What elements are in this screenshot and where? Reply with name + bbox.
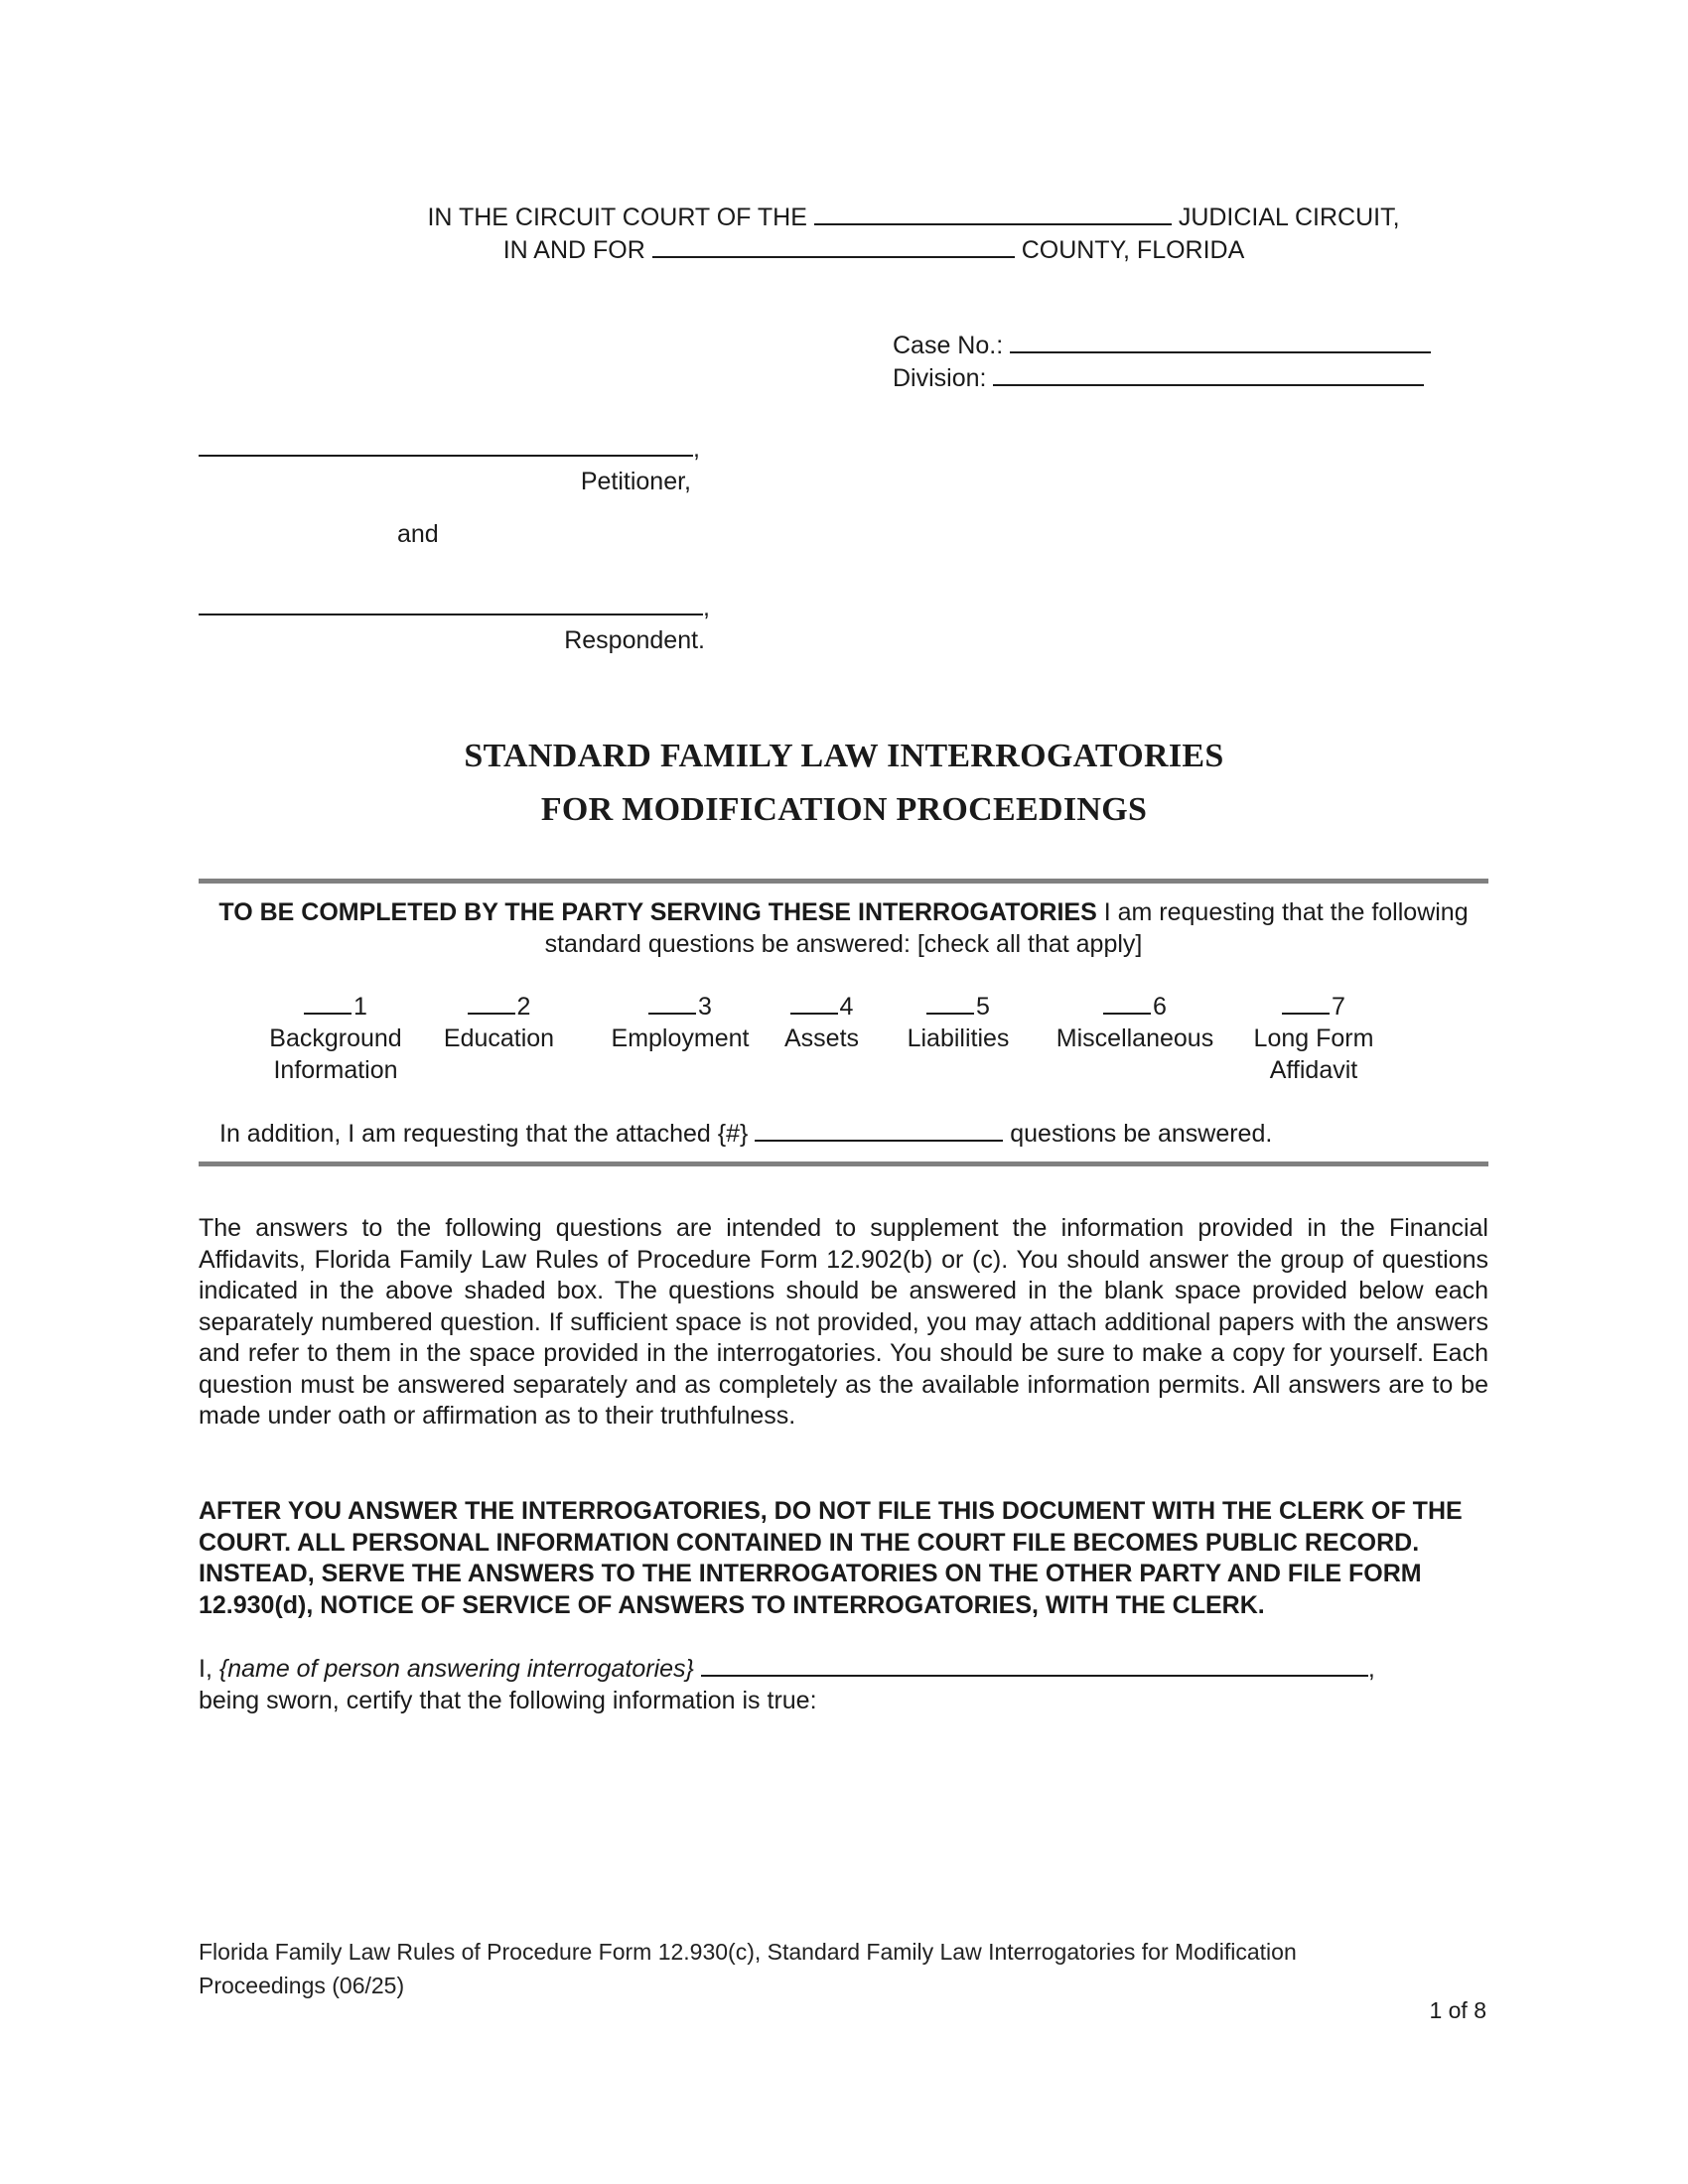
option-7-label-1: Long Form [1253, 1024, 1374, 1052]
petitioner-name-field[interactable] [199, 425, 693, 457]
option-1-label-1: Background [269, 1024, 402, 1052]
option-assets [774, 991, 869, 1054]
additional-suffix: questions be answered. [1010, 1120, 1273, 1148]
respondent-label: Respondent. [564, 626, 705, 654]
petitioner-comma: , [693, 435, 700, 463]
and-text: and [397, 520, 439, 548]
option-7-number: 7 [1332, 993, 1345, 1021]
form-footer [199, 1935, 1297, 2002]
option-miscellaneous [1041, 991, 1229, 1054]
additional-prefix: In addition, I am requesting that the attached {#} [219, 1120, 749, 1148]
option-5-label: Liabilities [907, 1024, 1010, 1052]
oath-certify-text: being sworn, certify that the following information is true: [199, 1687, 817, 1714]
box-top-rule [199, 879, 1488, 884]
option-6-number: 6 [1153, 993, 1167, 1021]
option-long-form-affidavit [1244, 991, 1383, 1086]
option-6-label: Miscellaneous [1055, 1024, 1214, 1052]
oath-name-placeholder: {name of person answering interrogatories} [218, 1655, 694, 1683]
caption-line2-prefix: IN AND FOR [502, 236, 645, 264]
option-6-checkbox[interactable] [1103, 993, 1151, 1015]
option-2-number: 2 [516, 993, 531, 1021]
serving-bold-lead: TO BE COMPLETED BY THE PARTY SERVING THESE INTERROGATORIES [218, 898, 1097, 926]
answering-person-name-field[interactable] [701, 1653, 1368, 1677]
case-no-field[interactable] [1010, 330, 1431, 353]
caption-line1-prefix: IN THE CIRCUIT COURT OF THE [427, 204, 807, 231]
option-2-label: Education [443, 1024, 555, 1052]
county-field[interactable] [652, 234, 1015, 258]
oath-block [199, 1653, 1375, 1716]
footer-line-1: Florida Family Law Rules of Procedure Form 12.930(c), Standard Family Law Interrogatories for Modification [199, 1939, 1297, 1965]
case-no-label: Case No.: [893, 332, 1004, 359]
additional-questions-field[interactable] [755, 1118, 1003, 1142]
respondent-comma: , [703, 594, 710, 621]
title-line-2: FOR MODIFICATION PROCEEDINGS [540, 791, 1148, 828]
option-2-checkbox[interactable] [468, 993, 515, 1015]
option-7-label-2: Affidavit [1269, 1056, 1358, 1084]
respondent-block [199, 584, 715, 655]
serving-instructions [199, 896, 1488, 960]
page-number: 1 of 8 [1429, 1997, 1486, 2023]
case-info [893, 330, 1431, 395]
filing-warning: AFTER YOU ANSWER THE INTERROGATORIES, DO NOT FILE THIS DOCUMENT WITH THE CLERK OF THE COURT. ALL PERSONAL INFORMATION CONTAINED IN THE COURT FILE BECOMES PUBLIC RECORD. INSTEAD, SERVE THE ANSWERS TO THE INTERROGATORIES ON THE OTHER PARTY AND FILE FORM 12.930(d), NOTICE OF SERVICE OF ANSWERS TO INTERROGATORIES, WITH THE CLERK. [199, 1497, 1463, 1619]
judicial-circuit-field[interactable] [814, 202, 1172, 225]
option-1-checkbox[interactable] [304, 993, 352, 1015]
option-7-checkbox[interactable] [1282, 993, 1330, 1015]
petitioner-label: Petitioner, [580, 468, 691, 495]
option-4-label: Assets [783, 1024, 860, 1052]
title-line-1: STANDARD FAMILY LAW INTERROGATORIES [464, 738, 1224, 774]
option-education [437, 991, 561, 1054]
oath-prefix: I, [199, 1655, 219, 1683]
instructions-paragraph: The answers to the following questions are intended to supplement the information provided in the Financial Affidavits, Florida Family Law Rules of Procedure Form 12.902(b) or (c). You should answer the group of questions indicated in the above shaded box. The questions should be answered in the blank space provided below each separately numbered question. If sufficient space is not provided, you may attach additional papers with the answers and refer to them in the space provided in the interrogatories. You should be sure to make a copy for yourself. Each question must be answered separately and as completely as the available information permits. All answers are to be made under oath or affirmation as to their truthfulness. [199, 1214, 1488, 1430]
division-label: Division: [893, 364, 987, 392]
court-caption [0, 202, 1688, 267]
option-1-label-2: Information [273, 1056, 398, 1084]
footer-line-2: Proceedings (06/25) [199, 1973, 405, 1998]
respondent-name-field[interactable] [199, 584, 703, 615]
option-5-number: 5 [976, 993, 990, 1021]
option-3-label: Employment [611, 1024, 750, 1052]
caption-line2-suffix: COUNTY, FLORIDA [1021, 236, 1245, 264]
caption-line1-suffix: JUDICIAL CIRCUIT, [1178, 204, 1400, 231]
serving-rest: I am requesting that the following standard questions be answered: [check all that apply] [544, 898, 1469, 958]
option-background [261, 991, 410, 1086]
document-title [0, 730, 1688, 837]
option-3-checkbox[interactable] [648, 993, 696, 1015]
box-bottom-rule [199, 1161, 1488, 1166]
additional-questions-line [219, 1118, 1272, 1149]
option-5-checkbox[interactable] [926, 993, 974, 1015]
option-employment [591, 991, 770, 1054]
option-4-checkbox[interactable] [790, 993, 838, 1015]
option-liabilities [894, 991, 1023, 1054]
option-3-number: 3 [698, 993, 712, 1021]
division-field[interactable] [993, 362, 1424, 386]
oath-comma: , [1367, 1655, 1375, 1683]
option-1-number: 1 [353, 993, 367, 1021]
petitioner-block [199, 425, 705, 496]
option-4-number: 4 [839, 993, 854, 1021]
